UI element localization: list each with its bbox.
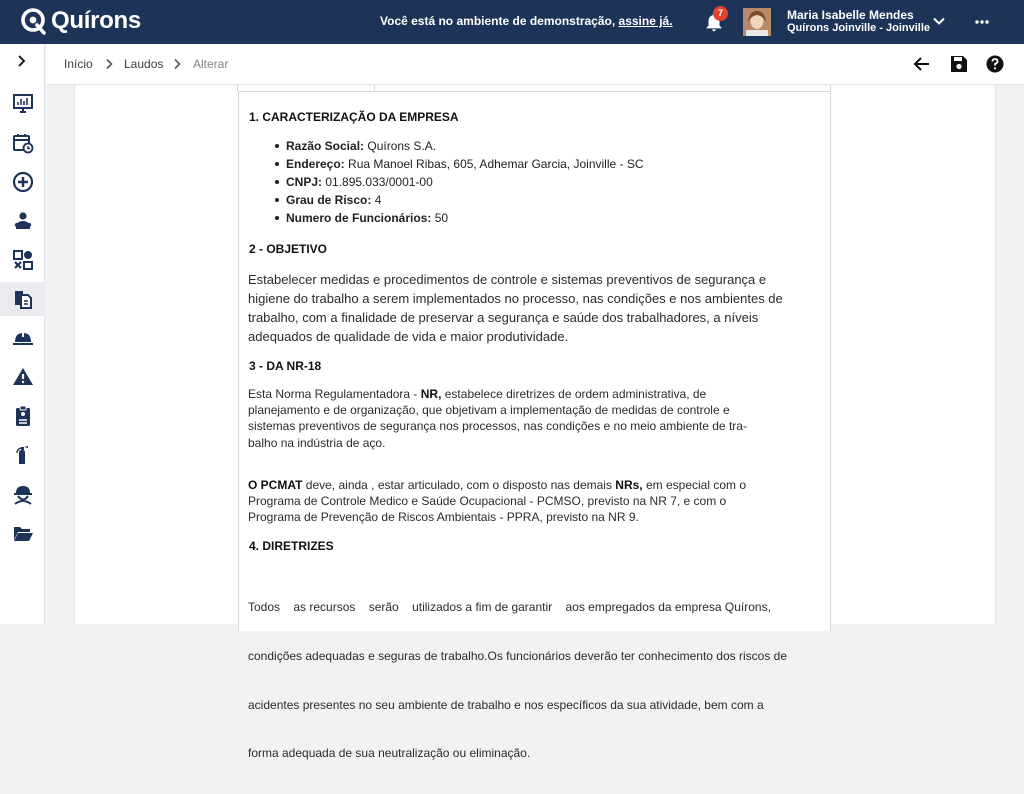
back-arrow-icon[interactable] bbox=[913, 54, 931, 74]
breadcrumb-current: Alterar bbox=[193, 57, 229, 71]
avatar[interactable] bbox=[743, 8, 771, 36]
chevron-right-icon bbox=[104, 58, 114, 70]
list-item: CNPJ: 01.895.033/0001-00 bbox=[286, 173, 644, 191]
breadcrumb-home[interactable]: Início bbox=[64, 57, 93, 71]
save-icon[interactable] bbox=[950, 54, 968, 74]
sidebar-item-risks[interactable] bbox=[0, 360, 45, 394]
section-title-4: 4. DIRETRIZES bbox=[249, 539, 334, 553]
sidebar-item-folder[interactable] bbox=[0, 516, 45, 550]
section-title-2: 2 - OBJETIVO bbox=[249, 242, 328, 256]
sidebar-item-add[interactable] bbox=[0, 165, 45, 199]
user-company: Quírons Joinville - Joinville bbox=[787, 22, 931, 34]
calendar-clock-icon bbox=[12, 132, 34, 154]
dashboard-icon bbox=[12, 93, 34, 115]
chevron-down-icon[interactable] bbox=[932, 14, 946, 28]
sidebar bbox=[0, 44, 45, 624]
add-circle-icon bbox=[12, 171, 34, 193]
logo[interactable] bbox=[20, 7, 141, 35]
fire-extinguisher-icon bbox=[12, 444, 34, 466]
sidebar-item-shapes[interactable] bbox=[0, 243, 45, 277]
company-info-list bbox=[286, 137, 644, 227]
list-item: Endereço: Rua Manoel Ribas, 605, Adhemar Garcia, Joinville - SC bbox=[286, 157, 644, 171]
section-title-3: 3 - DA NR-18 bbox=[249, 359, 322, 373]
sidebar-item-clipboard[interactable] bbox=[0, 399, 45, 433]
guidelines-paragraph: Todos as recursos serão utilizados a fim de garantir aos empregados da empresa Quírons, condições adequadas e seguras de trabalho.Os funcionários deverão ter conhecimento dos riscos de acidentes presentes no seu ambiente de trabalho e nos específicos da sua atividade, bem com a forma adequada de sua neutralização ou eliminação. bbox=[248, 600, 787, 761]
sidebar-item-helmet[interactable] bbox=[0, 321, 45, 355]
app-name: Quírons bbox=[51, 7, 141, 34]
objective-paragraph: Estabelecer medidas e procedimentos de controle e sistemas preventivos de segurança e higiene do trabalho a serem implementados no processo, nas condições e nos ambientes de trabalho, com a finalidade de preservar a segurança e saúde dos trabalhadores, a níveis adequados de qualidade de vida e maior produtividade. bbox=[248, 272, 783, 344]
user-name: Maria Isabelle Mendes bbox=[787, 8, 914, 22]
breadcrumb bbox=[46, 44, 1024, 85]
notification-badge: 7 bbox=[713, 6, 728, 21]
warning-icon bbox=[12, 366, 34, 388]
list-item: Numero de Funcionários: 50 bbox=[286, 209, 644, 227]
top-bar bbox=[0, 0, 1024, 44]
sidebar-item-dashboard[interactable] bbox=[0, 87, 45, 121]
breadcrumb-laudos[interactable]: Laudos bbox=[124, 57, 164, 71]
list-item: Razão Social: Quírons S.A. bbox=[286, 137, 644, 155]
people-icon bbox=[12, 210, 34, 232]
helmet-icon bbox=[12, 327, 34, 349]
help-icon[interactable] bbox=[986, 54, 1004, 74]
user-menu[interactable] bbox=[787, 8, 930, 35]
list-item: Grau de Risco: 4 bbox=[286, 191, 644, 209]
chevron-right-icon bbox=[172, 58, 182, 70]
pcmat-paragraph: O PCMAT deve, ainda , estar articulado, com o disposto nas demais NRs, em especial com o Programa de Controle Medico e Saúde Ocupacional - PCMSO, previsto na NR 7, e com o Programa de Prevenção de Riscos Ambientais - PPRA, previsto na NR 9. bbox=[248, 478, 747, 525]
demo-notice-text: Você está no ambiente de demonstração, bbox=[380, 14, 616, 28]
sidebar-item-calendar[interactable] bbox=[0, 126, 45, 160]
documents-icon bbox=[12, 288, 34, 310]
sidebar-item-people[interactable] bbox=[0, 204, 45, 238]
sidebar-item-documents[interactable] bbox=[0, 282, 45, 316]
safety-person-icon bbox=[12, 483, 34, 505]
section-title-1: 1. CARACTERIZAÇÃO DA EMPRESA bbox=[249, 110, 459, 124]
logo-icon bbox=[20, 7, 48, 35]
demo-notice bbox=[380, 14, 673, 28]
avatar-image bbox=[743, 8, 771, 36]
shapes-icon bbox=[12, 249, 34, 271]
document-editor[interactable] bbox=[238, 91, 831, 761]
sidebar-item-extinguisher[interactable] bbox=[0, 438, 45, 472]
nr18-paragraph: Esta Norma Regulamentadora - NR, estabelece diretrizes de ordem administrativa, de planejamento e de organização, que objetivam a implementação de medidas de controle e sistemas preventivos de segurança nos processos, nas condições e no meio ambiente de tra- balho na indústria de aço. bbox=[248, 387, 747, 450]
expand-sidebar-icon[interactable] bbox=[14, 54, 28, 68]
clipboard-icon bbox=[12, 405, 34, 427]
sidebar-item-safety[interactable] bbox=[0, 477, 45, 511]
more-options-icon[interactable] bbox=[974, 14, 990, 30]
subscribe-link[interactable]: assine já. bbox=[618, 14, 673, 28]
folder-open-icon bbox=[12, 522, 34, 544]
